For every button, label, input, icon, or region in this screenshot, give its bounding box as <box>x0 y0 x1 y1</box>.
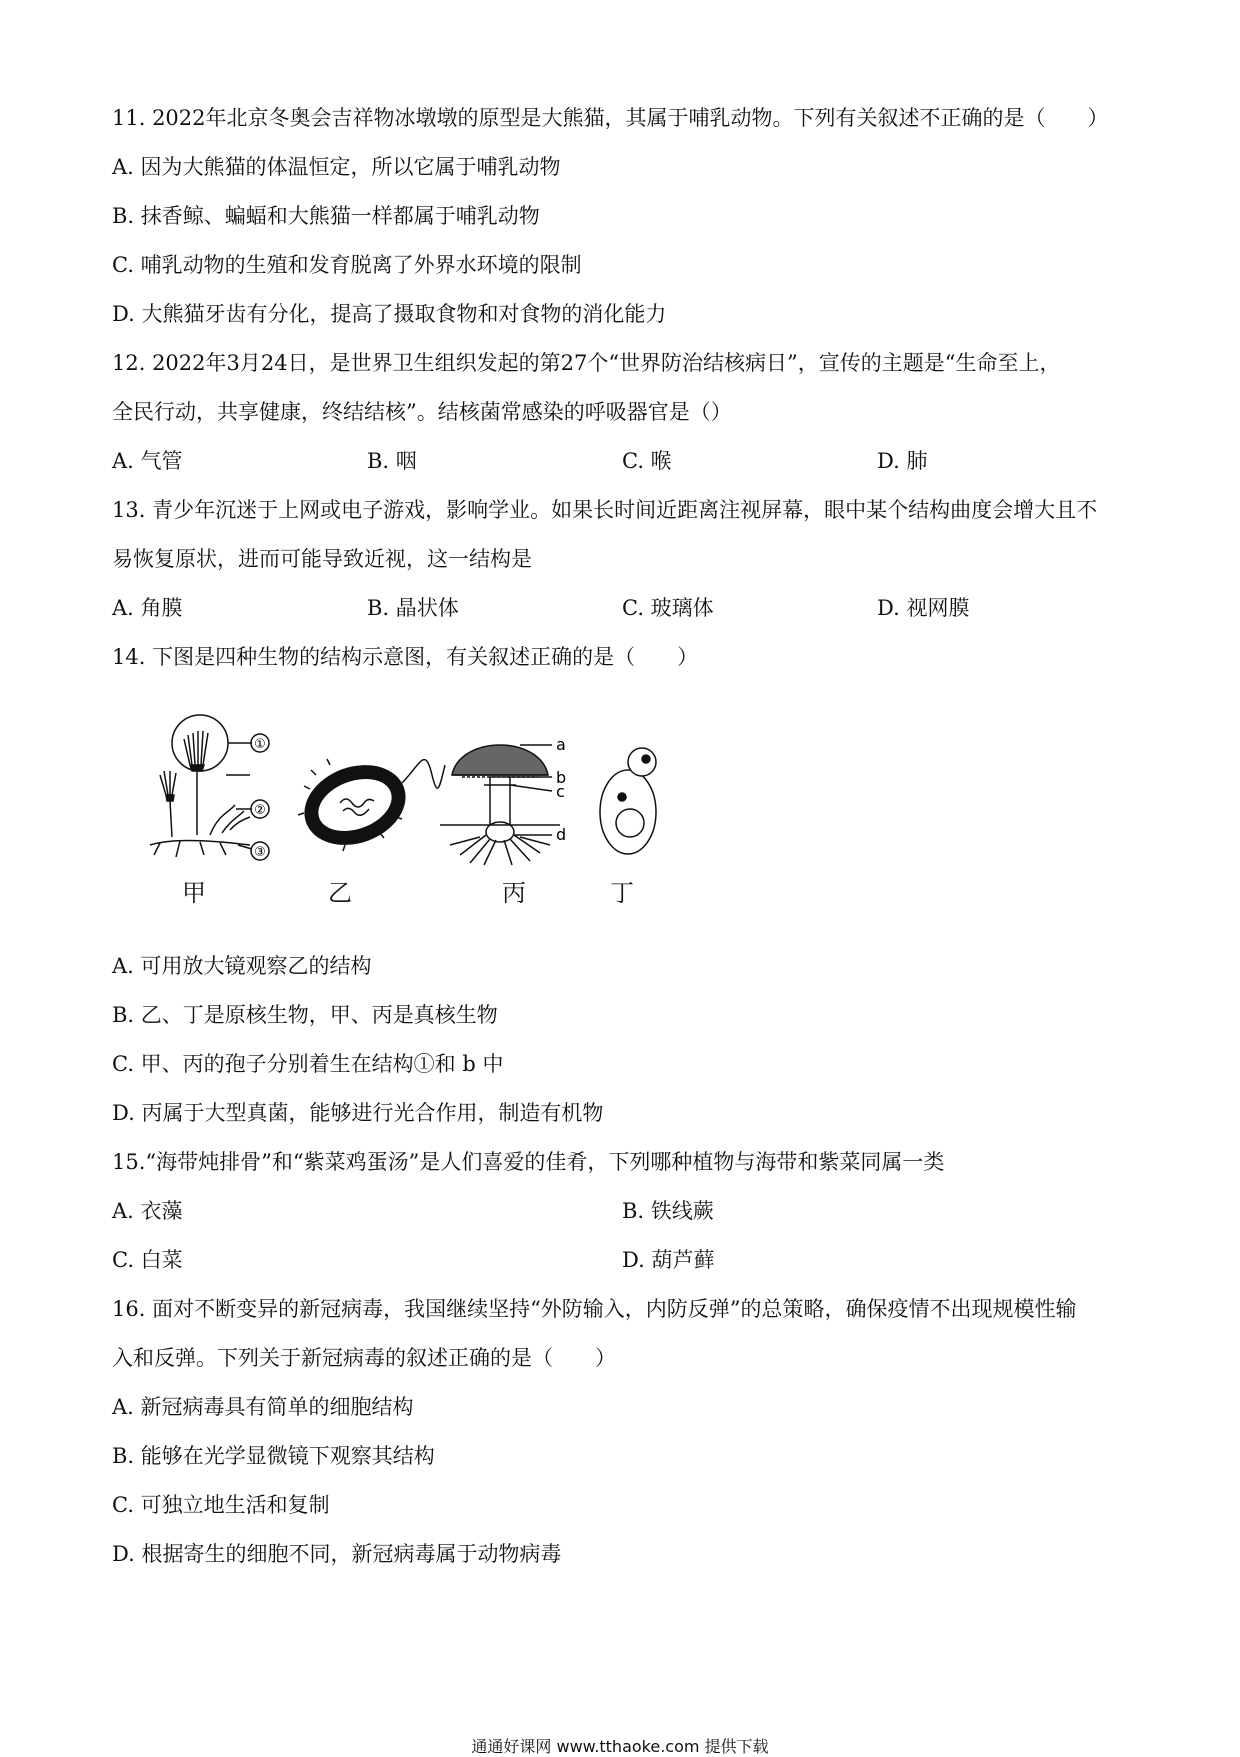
option-b: B. 乙、丁是原核生物，甲、丙是真核生物 <box>112 1003 498 1027</box>
question-12 <box>112 339 1142 486</box>
option-c: C. 可独立地生活和复制 <box>112 1493 330 1517</box>
question-11 <box>112 94 1142 339</box>
marker-1: ① <box>254 737 266 752</box>
question-16 <box>112 1285 1142 1579</box>
marker-2: ② <box>254 803 266 818</box>
question-14-options <box>112 942 1142 1138</box>
option-b: B. 抹香鲸、蝙蝠和大熊猫一样都属于哺乳动物 <box>112 204 540 228</box>
option-c: C. 玻璃体 <box>622 596 714 620</box>
question-stem-line-2: 全民行动，共享健康，终结结核”。结核菌常感染的呼吸器官是（） <box>112 400 732 424</box>
organism-yi-drawing <box>293 752 445 859</box>
option-c: C. 甲、丙的孢子分别着生在结构①和 b 中 <box>112 1052 504 1076</box>
label-bing: 丙 <box>502 879 526 907</box>
label-d: d <box>556 825 567 844</box>
option-c: C. 白菜 <box>112 1248 183 1272</box>
question-stem-line-2: 入和反弹。下列关于新冠病毒的叙述正确的是（ ） <box>112 1346 616 1370</box>
option-d: D. 肺 <box>877 449 928 473</box>
label-yi: 乙 <box>328 879 352 907</box>
option-b: B. 能够在光学显微镜下观察其结构 <box>112 1444 435 1468</box>
organism-ding-drawing <box>600 748 656 854</box>
option-a: A. 气管 <box>112 449 183 473</box>
options-row <box>112 437 1142 486</box>
option-d: D. 葫芦藓 <box>622 1248 715 1272</box>
option-d: D. 根据寄生的细胞不同，新冠病毒属于动物病毒 <box>112 1542 562 1566</box>
page-footer: 通通好课网 www.tthaoke.com 提供下载 <box>471 1737 769 1756</box>
option-a: A. 因为大熊猫的体温恒定，所以它属于哺乳动物 <box>112 155 561 179</box>
question-stem: 11. 2022年北京冬奥会吉祥物冰墩墩的原型是大熊猫，其属于哺乳动物。下列有关叙述不正确的是（ ） <box>112 106 1109 130</box>
option-d: D. 大熊猫牙齿有分化，提高了摄取食物和对食物的消化能力 <box>112 302 667 326</box>
label-ding: 丁 <box>610 879 634 907</box>
options-row <box>112 584 1142 633</box>
option-d: D. 丙属于大型真菌，能够进行光合作用，制造有机物 <box>112 1101 604 1125</box>
option-c: C. 喉 <box>622 449 672 473</box>
question-stem-line-1: 13. 青少年沉迷于上网或电子游戏，影响学业。如果长时间近距离注视屏幕，眼中某个结构曲度会增大且不 <box>112 498 1098 522</box>
question-stem-line-1: 12. 2022年3月24日，是世界卫生组织发起的第27个“世界防治结核病日”，宣传的主题是“生命至上， <box>112 351 1061 375</box>
option-a: A. 可用放大镜观察乙的结构 <box>112 954 372 978</box>
question-stem-line-2: 易恢复原状，进而可能导致近视，这一结构是 <box>112 547 532 571</box>
organisms-figure <box>140 705 760 905</box>
organism-bing-drawing <box>440 745 560 865</box>
option-d: D. 视网膜 <box>877 596 970 620</box>
question-stem-line-1: 16. 面对不断变异的新冠病毒，我国继续坚持“外防输入，内防反弹”的总策略，确保疫情不出现规模性输 <box>112 1297 1077 1321</box>
option-a: A. 角膜 <box>112 596 183 620</box>
options-row-1 <box>112 1187 1142 1236</box>
question-15 <box>112 1138 1142 1285</box>
organism-jia-drawing <box>150 715 269 860</box>
option-a: A. 新冠病毒具有简单的细胞结构 <box>112 1395 414 1419</box>
option-b: B. 铁线蕨 <box>622 1199 714 1223</box>
question-14-stem-block <box>112 633 1142 682</box>
option-c: C. 哺乳动物的生殖和发育脱离了外界水环境的限制 <box>112 253 582 277</box>
label-c: c <box>556 782 565 801</box>
option-a: A. 衣藻 <box>112 1199 183 1223</box>
option-b: B. 咽 <box>367 449 417 473</box>
organisms-illustration <box>140 705 760 905</box>
options-row-2 <box>112 1236 1142 1285</box>
question-13 <box>112 486 1142 633</box>
label-jia: 甲 <box>182 879 206 907</box>
question-stem: 15.“海带炖排骨”和“紫菜鸡蛋汤”是人们喜爱的佳肴，下列哪种植物与海带和紫菜同属一类 <box>112 1150 945 1174</box>
label-b: b <box>556 768 567 787</box>
label-a: a <box>556 735 566 754</box>
question-stem: 14. 下图是四种生物的结构示意图，有关叙述正确的是（ ） <box>112 645 699 669</box>
option-b: B. 晶状体 <box>367 596 459 620</box>
marker-3: ③ <box>254 845 266 860</box>
